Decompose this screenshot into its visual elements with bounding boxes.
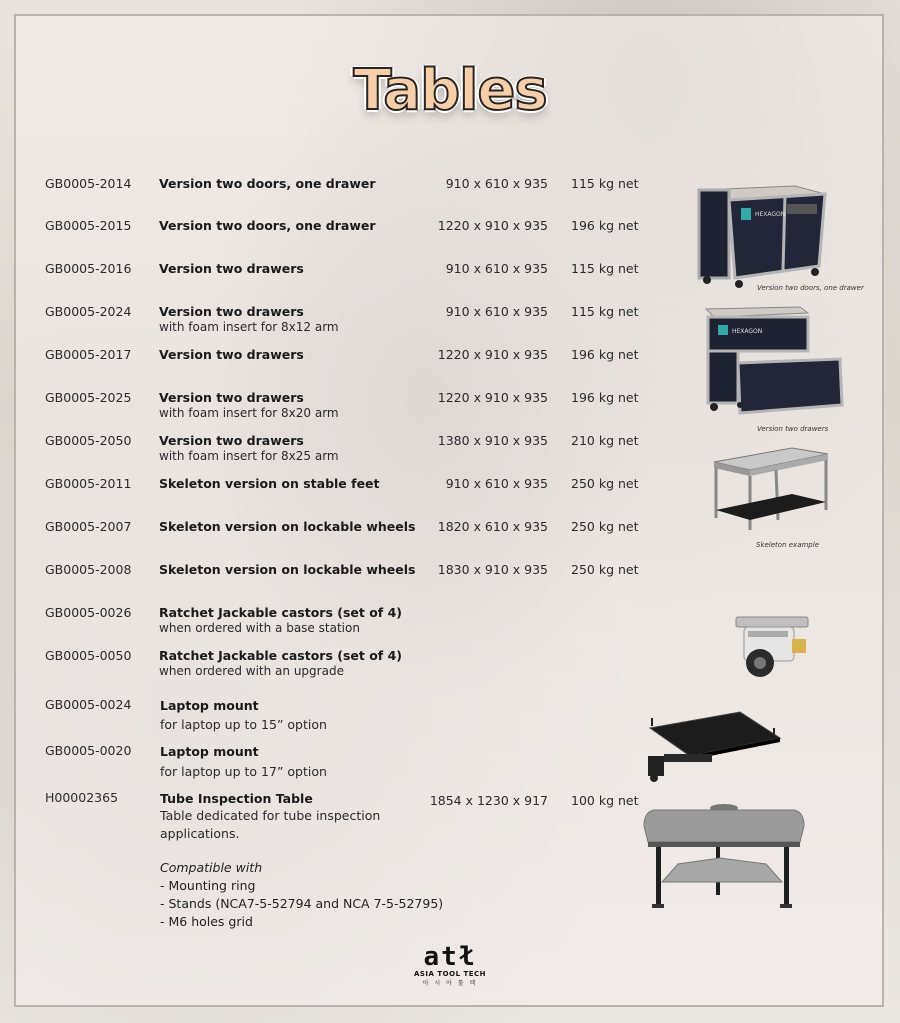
product-code: GB0005-2008 — [45, 562, 132, 577]
product-code: GB0005-0020 — [45, 743, 132, 758]
compatible-item: - Mounting ring — [160, 878, 256, 893]
product-code: GB0005-2050 — [45, 433, 132, 448]
product-description: Version two drawers with foam insert for 8x25 arm — [159, 433, 459, 463]
product-description: Version two drawers — [159, 261, 304, 276]
hexagon-brand-text: HEXAGON — [755, 211, 786, 218]
product-dimensions: 1820 x 610 x 935 — [437, 519, 548, 534]
product-weight: 115 kg net — [571, 176, 639, 191]
product-code: GB0005-2007 — [45, 519, 132, 534]
laptop-mount-image — [644, 712, 784, 784]
product-description: Tube Inspection Table Table dedicated for tube inspection applications. — [160, 790, 410, 843]
product-code: GB0005-2015 — [45, 218, 132, 233]
product-description: Skeleton version on stable feet — [159, 476, 380, 491]
product-dimensions: 1380 x 910 x 935 — [437, 433, 548, 448]
product-description: Version two drawers with foam insert for 8x12 arm — [159, 304, 459, 334]
product-code: GB0005-0024 — [45, 697, 132, 712]
product-dimensions: 1220 x 910 x 935 — [437, 347, 548, 362]
tube-inspection-table-image — [640, 800, 808, 912]
product-description: Ratchet Jackable castors (set of 4) when ordered with a base station — [159, 605, 459, 635]
product-description: Version two drawers — [159, 347, 304, 362]
product-code: GB0005-2017 — [45, 347, 132, 362]
product-note: with foam insert for 8x25 arm — [159, 449, 339, 463]
product-code: GB0005-0026 — [45, 605, 132, 620]
product-weight: 196 kg net — [571, 218, 639, 233]
product-code: GB0005-2011 — [45, 476, 132, 491]
product-weight: 250 kg net — [571, 476, 639, 491]
product-weight: 250 kg net — [571, 519, 639, 534]
product-code: GB0005-0050 — [45, 648, 132, 663]
product-dimensions: 910 x 610 x 935 — [445, 176, 548, 191]
product-code: GB0005-2024 — [45, 304, 132, 319]
caption-cabinet-drawers: Version two drawers — [757, 425, 829, 433]
product-dimensions: 1220 x 910 x 935 — [437, 218, 548, 233]
product-note: when ordered with a base station — [159, 621, 360, 635]
product-description: Version two drawers with foam insert for 8x20 arm — [159, 390, 459, 420]
product-note: with foam insert for 8x12 arm — [159, 320, 339, 334]
product-description: Version two doors, one drawer — [159, 218, 376, 233]
product-description: Laptop mount for laptop up to 15” option — [160, 697, 460, 733]
product-dimensions: 1220 x 910 x 935 — [437, 390, 548, 405]
cabinet-drawers-image — [700, 305, 845, 420]
product-weight: 196 kg net — [571, 390, 639, 405]
logo-subtitle: 아 시 아 툴 텍 — [422, 980, 478, 987]
compatibility-list — [160, 859, 443, 931]
asia-tool-tech-logo — [400, 944, 500, 987]
product-dimensions: 1830 x 910 x 935 — [437, 562, 548, 577]
product-dimensions: 910 x 610 x 935 — [445, 476, 548, 491]
page-title: Tables — [353, 58, 547, 123]
product-weight: 100 kg net — [571, 793, 639, 808]
product-weight: 250 kg net — [571, 562, 639, 577]
product-description: Skeleton version on lockable wheels — [159, 562, 416, 577]
product-code: GB0005-2025 — [45, 390, 132, 405]
logo-mark: atł — [423, 942, 477, 972]
product-note: for laptop up to 17” option — [160, 764, 327, 779]
skeleton-table-image — [712, 446, 832, 536]
compatible-item: - M6 holes grid — [160, 914, 253, 929]
product-dimensions: 1854 x 1230 x 917 — [429, 793, 548, 808]
product-code: GB0005-2016 — [45, 261, 132, 276]
product-weight: 115 kg net — [571, 261, 639, 276]
product-dimensions: 910 x 610 x 935 — [445, 304, 548, 319]
product-note: when ordered with an upgrade — [159, 664, 344, 678]
product-description: Laptop mount for laptop up to 17” option — [160, 743, 460, 780]
logo-name: ASIA TOOL TECH — [413, 970, 487, 978]
cabinet-doors-image — [695, 182, 830, 292]
castor-image — [730, 613, 812, 681]
product-note: for laptop up to 15” option — [160, 717, 327, 732]
product-note: with foam insert for 8x20 arm — [159, 406, 339, 420]
hexagon-brand-text: HEXAGON — [732, 328, 763, 335]
compatible-label: Compatible with — [160, 860, 263, 875]
product-weight: 196 kg net — [571, 347, 639, 362]
caption-cabinet-doors: Version two doors, one drawer — [757, 284, 864, 292]
product-note: Table dedicated for tube inspection applications. — [160, 808, 381, 841]
product-weight: 115 kg net — [571, 304, 639, 319]
product-description: Version two doors, one drawer — [159, 176, 376, 191]
product-code: H00002365 — [45, 790, 119, 805]
product-code: GB0005-2014 — [45, 176, 132, 191]
compatible-item: - Stands (NCA7-5-52794 and NCA 7-5-52795) — [160, 896, 444, 911]
caption-skeleton: Skeleton example — [756, 541, 819, 549]
product-description: Ratchet Jackable castors (set of 4) when ordered with an upgrade — [159, 648, 459, 678]
product-dimensions: 910 x 610 x 935 — [445, 261, 548, 276]
product-description: Skeleton version on lockable wheels — [159, 519, 416, 534]
product-weight: 210 kg net — [571, 433, 639, 448]
